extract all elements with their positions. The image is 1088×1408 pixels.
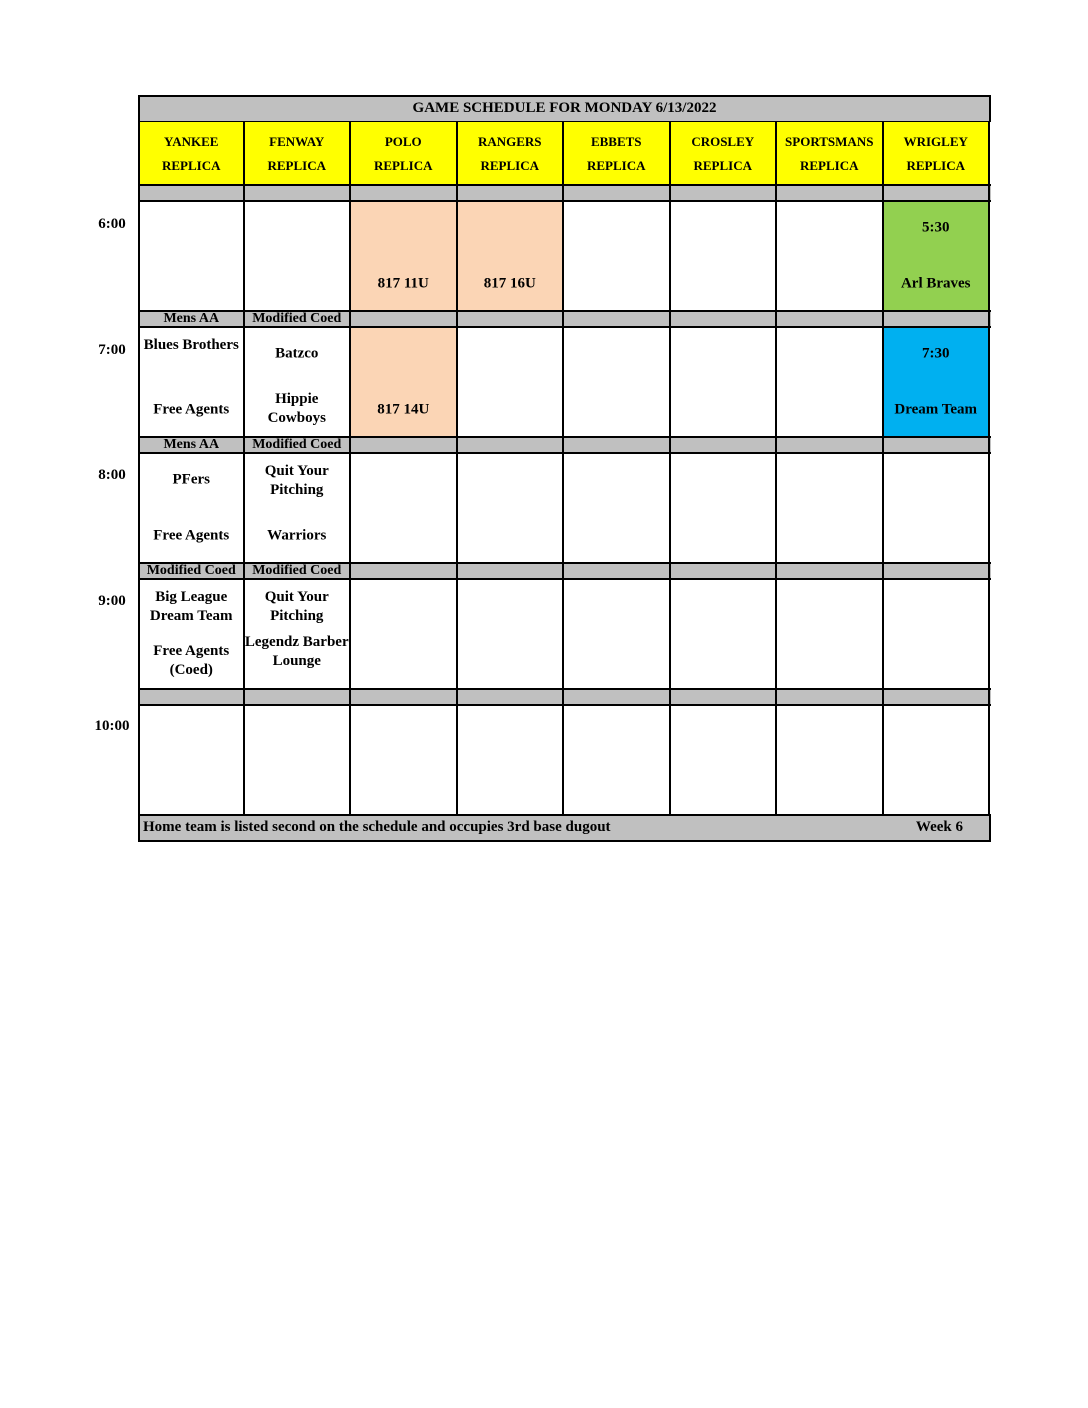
slot-7-polo: 817 14U bbox=[351, 328, 458, 436]
slot-9-sportsmans bbox=[777, 580, 884, 688]
slot-8-crosley bbox=[671, 454, 778, 562]
field-header-polo: POLO REPLICA bbox=[351, 122, 458, 184]
slot-7-sportsmans bbox=[777, 328, 884, 436]
slot-6-polo: 817 11U bbox=[351, 202, 458, 310]
slot-10-sportsmans bbox=[777, 706, 884, 814]
field-header-fenway: FENWAY REPLICA bbox=[245, 122, 352, 184]
time-label-7: 7:00 bbox=[98, 342, 126, 358]
slot-row-8 bbox=[138, 454, 991, 564]
division-label: Modified Coed bbox=[245, 438, 352, 452]
divider-row-9 bbox=[138, 564, 991, 580]
slot-7-fenway: Batzco Hippie Cowboys bbox=[245, 328, 352, 436]
slot-9-ebbets bbox=[564, 580, 671, 688]
divider-row-7 bbox=[138, 312, 991, 328]
field-header-ebbets: EBBETS REPLICA bbox=[564, 122, 671, 184]
slot-7-rangers bbox=[458, 328, 565, 436]
divider-row-8 bbox=[138, 438, 991, 454]
schedule-footer bbox=[138, 816, 991, 842]
slot-9-wrigley bbox=[884, 580, 991, 688]
slot-6-yankee bbox=[138, 202, 245, 310]
slot-10-ebbets bbox=[564, 706, 671, 814]
slot-7-ebbets bbox=[564, 328, 671, 436]
slot-8-rangers bbox=[458, 454, 565, 562]
divider-row-6 bbox=[138, 186, 991, 202]
field-header-wrigley: WRIGLEY REPLICA bbox=[884, 122, 991, 184]
slot-6-wrigley: 5:30 Arl Braves bbox=[884, 202, 991, 310]
slot-9-fenway: Quit Your Pitching Legendz Barber Lounge bbox=[245, 580, 352, 688]
division-label: Modified Coed bbox=[138, 564, 245, 578]
slot-6-fenway bbox=[245, 202, 352, 310]
slot-6-ebbets bbox=[564, 202, 671, 310]
slot-8-yankee: PFers Free Agents bbox=[138, 454, 245, 562]
slot-row-6 bbox=[138, 202, 991, 312]
slot-7-yankee: Blues Brothers Free Agents bbox=[138, 328, 245, 436]
slot-row-7 bbox=[138, 328, 991, 438]
schedule-title: GAME SCHEDULE FOR MONDAY 6/13/2022 bbox=[138, 95, 991, 122]
field-header-sportsmans: SPORTSMANS REPLICA bbox=[777, 122, 884, 184]
field-header-rangers: RANGERS REPLICA bbox=[458, 122, 565, 184]
field-header-crosley: CROSLEY REPLICA bbox=[671, 122, 778, 184]
time-label-6: 6:00 bbox=[98, 216, 126, 232]
field-header-yankee: YANKEE REPLICA bbox=[138, 122, 245, 184]
slot-6-sportsmans bbox=[777, 202, 884, 310]
time-label-10: 10:00 bbox=[94, 718, 130, 734]
division-label: Modified Coed bbox=[245, 312, 352, 326]
slot-8-ebbets bbox=[564, 454, 671, 562]
division-label: Mens AA bbox=[138, 312, 245, 326]
slot-8-sportsmans bbox=[777, 454, 884, 562]
slot-7-wrigley: 7:30 Dream Team bbox=[884, 328, 991, 436]
slot-8-fenway: Quit Your Pitching Warriors bbox=[245, 454, 352, 562]
slot-10-yankee bbox=[138, 706, 245, 814]
slot-6-rangers: 817 16U bbox=[458, 202, 565, 310]
slot-10-rangers bbox=[458, 706, 565, 814]
slot-10-crosley bbox=[671, 706, 778, 814]
slot-9-yankee: Big League Dream Team Free Agents (Coed) bbox=[138, 580, 245, 688]
slot-8-wrigley bbox=[884, 454, 991, 562]
slot-7-crosley bbox=[671, 328, 778, 436]
slot-row-9 bbox=[138, 580, 991, 690]
slot-10-fenway bbox=[245, 706, 352, 814]
field-header-row bbox=[138, 122, 991, 186]
division-label: Mens AA bbox=[138, 438, 245, 452]
week-label: Week 6 bbox=[915, 819, 963, 835]
divider-row-10 bbox=[138, 690, 991, 706]
slot-6-crosley bbox=[671, 202, 778, 310]
slot-9-polo bbox=[351, 580, 458, 688]
division-label: Modified Coed bbox=[245, 564, 352, 578]
time-label-8: 8:00 bbox=[98, 467, 126, 483]
schedule-table bbox=[138, 95, 991, 842]
home-team-note: Home team is listed second on the schedule and occupies 3rd base dugout bbox=[143, 819, 611, 835]
slot-8-polo bbox=[351, 454, 458, 562]
slot-10-polo bbox=[351, 706, 458, 814]
slot-10-wrigley bbox=[884, 706, 991, 814]
slot-9-rangers bbox=[458, 580, 565, 688]
slot-row-10 bbox=[138, 706, 991, 816]
slot-9-crosley bbox=[671, 580, 778, 688]
time-label-9: 9:00 bbox=[98, 593, 126, 609]
